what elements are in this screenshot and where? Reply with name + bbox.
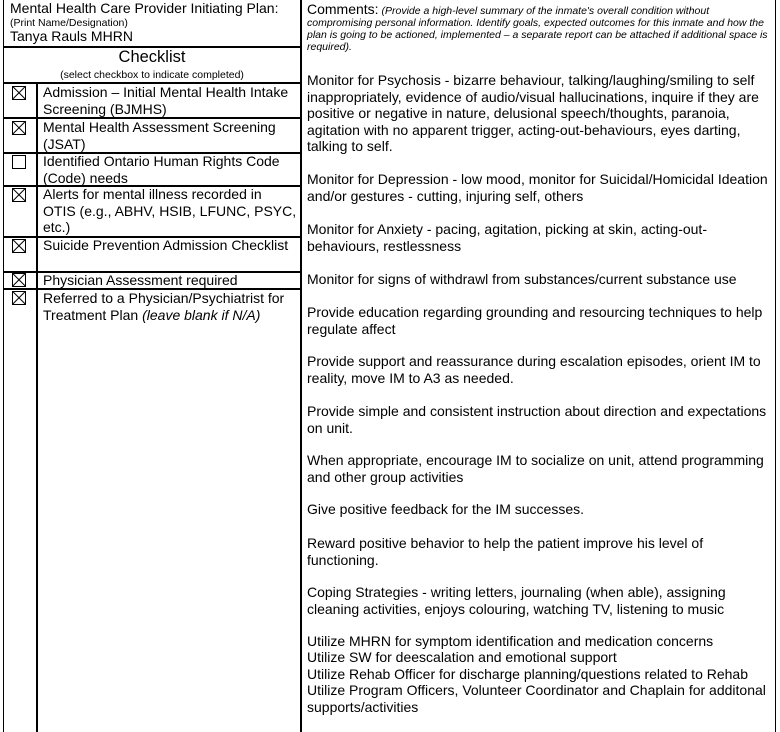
checklist-item-bjmhs: Admission – Initial Mental Health Intake Screening (BJMHS) bbox=[43, 84, 289, 117]
provider-heading: Mental Health Care Provider Initiating Plan: bbox=[10, 0, 279, 16]
referral-label: Referred to a Physician/Psychiatrist for Treatment Plan bbox=[43, 290, 285, 323]
comments-instruction: (Provide a high-level summary of the inmate's overall condition without compromising personal information. Identify goals, expected outcomes for this inmate and how the plan is going to be actioned, implemented – a separate report can be attached if additional space is required). bbox=[307, 5, 768, 53]
comment-anxiety: Monitor for Anxiety - pacing, agitation, picking at skin, acting-out-behaviours, restlessness bbox=[307, 221, 707, 254]
checklist-item-otis-alerts: Alerts for mental illness recorded in OTIS (e.g., ABHV, HSIB, LFUNC, PSYC, etc.) bbox=[43, 186, 297, 235]
checklist-title: Checklist bbox=[118, 48, 186, 66]
comments-heading: Comments: bbox=[307, 1, 379, 17]
comment-socialize: When appropriate, encourage IM to socialize on unit, attend programming and other group activities bbox=[307, 452, 764, 485]
comment-rehab: Utilize Rehab Officer for discharge planning/questions related to Rehab bbox=[307, 666, 748, 682]
checklist-item-jsat: Mental Health Assessment Screening (JSAT) bbox=[43, 119, 276, 152]
comment-program-officers: Utilize Program Officers, Volunteer Coordinator and Chaplain for additonal supports/activities bbox=[307, 682, 766, 715]
comment-psychosis: Monitor for Psychosis - bizarre behaviour, talking/laughing/smiling to self inappropriately, evidence of audio/visual hallucinations, inquire if they are positive or negative in nature, delusional speech/thoughts, paranoia, agitation with no apparent trigger, acting-out-behaviours, eyes darting, talking to self. bbox=[307, 72, 759, 154]
checklist-instruction: (select checkbox to indicate completed) bbox=[60, 69, 244, 81]
comment-positive-feedback: Give positive feedback for the IM successes. bbox=[307, 501, 585, 517]
comment-grounding: Provide education regarding grounding and resourcing techniques to help regulate affect bbox=[307, 304, 763, 337]
comment-coping: Coping Strategies - writing letters, journaling (when able), assigning cleaning activities, enjoys colouring, watching TV, listening to music bbox=[307, 584, 726, 617]
checkbox-physician-referral[interactable] bbox=[12, 291, 26, 305]
column-divider bbox=[300, 0, 302, 732]
checkbox-column-divider bbox=[36, 82, 38, 732]
checkbox-suicide-prevention[interactable] bbox=[12, 239, 26, 253]
comment-mhrn: Utilize MHRN for symptom identification and medication concerns bbox=[307, 633, 714, 649]
checkbox-bjmhs[interactable] bbox=[12, 86, 26, 100]
checklist-column bbox=[4, 0, 300, 732]
comment-depression: Monitor for Depression - low mood, monitor for Suicidal/Homicidal Ideation and/or gestures - cutting, injuring self, others bbox=[307, 171, 768, 204]
comment-withdrawal: Monitor for signs of withdrawl from substances/current substance use bbox=[307, 271, 737, 287]
checklist-item-suicide-prevention: Suicide Prevention Admission Checklist bbox=[43, 237, 289, 253]
comments-note bbox=[307, 3, 771, 53]
provider-name-field[interactable]: Tanya Rauls MHRN bbox=[10, 28, 133, 44]
comments-column bbox=[307, 0, 773, 732]
checkbox-human-rights-code[interactable] bbox=[12, 155, 26, 169]
comment-reward: Reward positive behavior to help the patient improve his level of functioning. bbox=[307, 535, 704, 568]
checklist-item-physician-referral bbox=[43, 290, 298, 323]
referral-label-suffix: (leave blank if N/A) bbox=[142, 306, 261, 323]
checkbox-physician-assessment[interactable] bbox=[12, 273, 26, 287]
checkbox-jsat[interactable] bbox=[12, 121, 26, 135]
checklist-item-physician-assessment: Physician Assessment required bbox=[43, 272, 238, 288]
provider-subheading: (Print Name/Designation) bbox=[10, 17, 128, 29]
checklist-item-human-rights-code: Identified Ontario Human Rights Code (Code) needs bbox=[43, 153, 280, 186]
checkbox-otis-alerts[interactable] bbox=[12, 188, 26, 202]
comment-sw: Utilize SW for deescalation and emotional support bbox=[307, 649, 617, 665]
comment-instruction: Provide simple and consistent instruction about direction and expectations on unit. bbox=[307, 403, 767, 436]
comment-support: Provide support and reassurance during escalation episodes, orient IM to reality, move IM to A3 as needed. bbox=[307, 353, 761, 386]
